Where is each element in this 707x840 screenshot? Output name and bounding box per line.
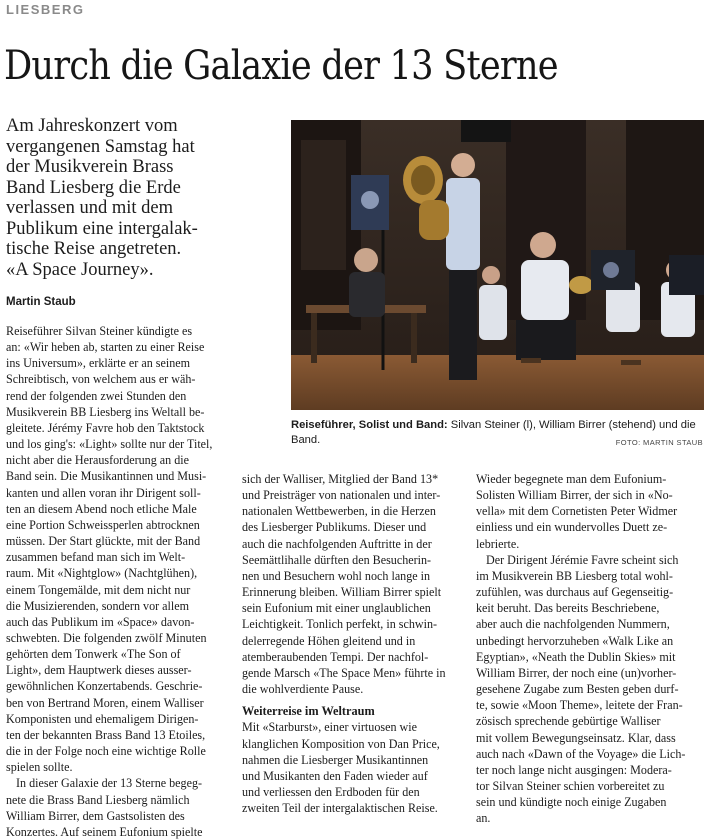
text-line: Band Liesberg die Erde	[6, 177, 181, 198]
text-line: die Musizierenden, sondern vor allem	[6, 598, 190, 613]
text-line: Band sein. Die Musikantinnen und Musi-	[6, 469, 207, 484]
text-line: ter noch lange nicht ausgingen: Modera-	[476, 762, 672, 777]
text-line: der Musikverein Brass	[6, 157, 174, 177]
text-line: gende Marsch «The Space Men» führte in	[242, 665, 446, 680]
text-line: Solisten William Birrer, der sich in «No-	[476, 488, 673, 503]
text-line: Publikum eine intergalak-	[6, 218, 198, 239]
concert-photo	[291, 120, 704, 410]
text-line: gleitete. Jérémy Favre hob den Taktstock	[6, 420, 205, 435]
text-line: ben von Bertrand Moren, einem Walliser	[6, 695, 204, 710]
text-line: Musikverein BB Liesberg ins Weltall be-	[6, 404, 205, 419]
text-line: vella» mit dem Cornetisten Peter Widmer	[476, 504, 678, 519]
text-line: Wieder begegnete man dem Eufonium-	[476, 472, 667, 486]
text-line: sein Eufonium mit einer unglaublichen	[242, 601, 431, 616]
text-line: ten der bekannten Brass Band 13 Etoiles,	[6, 727, 206, 742]
text-line: tor Silvan Steiner schien vorbereitet zu	[476, 778, 665, 793]
text-line: rend der folgenden zwei Stunden den	[6, 388, 187, 403]
text-line: Leichtigkeit. Tonlich perfekt, in schwin-	[242, 617, 438, 632]
subheading: Weiterreise im Weltraum	[242, 704, 375, 719]
text-line: eine Portion Schweissperlen abtrocknen	[6, 517, 200, 532]
text-line: Schreibtisch, von welchem aus er wäh-	[6, 372, 196, 387]
text-line: einliess und ein wundervolles Duett ze-	[476, 520, 668, 535]
text-line: Komponisten und ehemaligem Dirigen-	[6, 711, 199, 726]
text-line: William Birrer, dem Gastsolisten des	[6, 808, 185, 823]
text-line: unbedingt hervorzuheben «Walk Like an	[476, 633, 674, 648]
text-line: klanglichen Komposition von Dan Price,	[242, 736, 440, 751]
text-line: nationalen Wettbewerben, in die Herzen	[242, 504, 436, 519]
text-line: nen und Besuchern wohl noch lange in	[242, 568, 431, 583]
text-line: die wohlverdiente Pause.	[242, 682, 364, 697]
text-line: spielen sollte.	[6, 760, 73, 775]
author-byline: Martin Staub	[6, 296, 76, 308]
text-line: Egyptian», «Neath the Dublin Skies» mit	[476, 649, 676, 664]
text-line: auch das Publikum im «Space» davon-	[6, 614, 195, 629]
headline: Durch die Galaxie der 13 Sterne	[4, 43, 558, 89]
section-label: LIESBERG	[6, 2, 85, 17]
text-line: keit beruht. Das bereits Beschriebene,	[476, 601, 660, 616]
text-line: und Preisträger von nationalen und inter-	[242, 488, 441, 503]
text-line: im Musikverein BB Liesberg total wohl-	[476, 568, 673, 583]
text-line: verlassen und mit dem	[6, 198, 173, 218]
text-line: te, sowie «Moon Theme», leitete der Fran-	[476, 698, 683, 713]
text-line: delerregende Höhen gleitend und in	[242, 633, 416, 648]
text-line: zufühlen, was durchaus auf Gegenseitig-	[476, 585, 674, 600]
text-line: Light», dem Hauptwerk dieses ausser-	[6, 663, 192, 678]
caption-bold: Reiseführer, Solist und Band:	[291, 419, 448, 431]
text-line: zösisch sprechende gebürtige Walliser	[476, 714, 661, 729]
text-line: die in der Folge noch eine wichtige Rolle	[6, 744, 206, 759]
text-line: Der Dirigent Jérémie Favre scheint sich	[486, 552, 679, 567]
caption-text: Silvan Steiner (l), William Birrer (stehend) und die Band.	[291, 419, 696, 446]
text-line: Am Jahreskonzert vom	[6, 116, 178, 136]
text-line: ten an diesem Abend noch etliche Male	[6, 501, 197, 516]
article-column-2	[242, 471, 472, 816]
text-line: gehörten dem Tonwerk «The Son of	[6, 647, 181, 662]
text-line: an: «Wir heben ab, starten zu einer Reise	[6, 340, 205, 355]
article-column-1	[6, 323, 282, 840]
text-line: William Birrer, der noch eine (un)vorher-	[476, 665, 677, 680]
text-line: zusammen befand man sich im Welt-	[6, 550, 186, 565]
text-line: Mit «Starburst», einer virtuosen wie	[242, 720, 417, 735]
text-line: auch die nachfolgenden Auftritte in der	[242, 536, 432, 551]
text-line: und Musikanten den Faden wieder auf	[242, 768, 428, 783]
article-column-3	[476, 471, 704, 826]
text-line: mit vollem Bewegungseinsatz. Klar, dass	[476, 730, 676, 745]
photo-credit: FOTO: MARTIN STAUB	[615, 438, 703, 447]
text-line: kanten und allen voran ihr Dirigent soll-	[6, 485, 201, 500]
text-line: und los ging's: «Light» sollte nur der Titel,	[6, 437, 213, 452]
text-line: und verliessen den Erdboden für den	[242, 784, 420, 799]
text-line: Erinnerung bleiben. William Birrer spielt	[242, 585, 442, 600]
text-line: Konzertes. Auf seinem Eufonium spielte	[6, 824, 203, 839]
text-line: sich der Walliser, Mitglied der Band 13*	[242, 472, 439, 486]
text-line: lebrierte.	[476, 536, 520, 551]
text-line: In dieser Galaxie der 13 Sterne begeg-	[16, 776, 203, 791]
lead-paragraph	[6, 116, 274, 280]
concert-photo-illustration	[291, 120, 704, 410]
text-line: Reiseführer Silvan Steiner kündigte es	[6, 324, 193, 338]
text-line: Seemättlihalle dürften den Besucherin-	[242, 552, 432, 567]
text-line: müssen. Der Start glückte, mit der Band	[6, 534, 201, 549]
text-line: nete die Brass Band Liesberg nämlich	[6, 792, 190, 807]
text-line: gewöhnlichen Konzertabends. Geschrie-	[6, 679, 203, 694]
text-line: an.	[476, 811, 491, 826]
text-line: ins Universum», erklärte er an seinem	[6, 356, 191, 371]
text-line: einem Tongemälde, mit dem nicht nur	[6, 582, 191, 597]
text-line: gesehene Zugabe zum Besten geben durf-	[476, 682, 679, 697]
text-line: raum. Mit «Nightglow» (Nachtglühen),	[6, 566, 198, 581]
text-line: vergangenen Samstag hat	[6, 136, 195, 157]
text-line: nahmen die Liesberger Musikantinnen	[242, 752, 429, 767]
text-line: tische Reise angetreten.	[6, 239, 182, 259]
text-line: schwebten. Die folgenden zwölf Minuten	[6, 630, 207, 645]
text-line: des Liesberger Publikums. Dieser und	[242, 520, 427, 535]
text-line: aber auch die nachfolgenden Nummern,	[476, 617, 670, 632]
text-line: nicht aber die Herausforderung an die	[6, 453, 190, 468]
text-line: sein und kündigte noch einige Zugaben	[476, 795, 667, 810]
text-line: auch nach «Dawn of the Voyage» die Lich-	[476, 746, 686, 761]
text-line: «A Space Journey».	[6, 259, 154, 280]
text-line: zweiten Teil der intergalaktischen Reise.	[242, 801, 438, 816]
text-line: atemberaubenden Tempi. Der nachfol-	[242, 649, 429, 664]
